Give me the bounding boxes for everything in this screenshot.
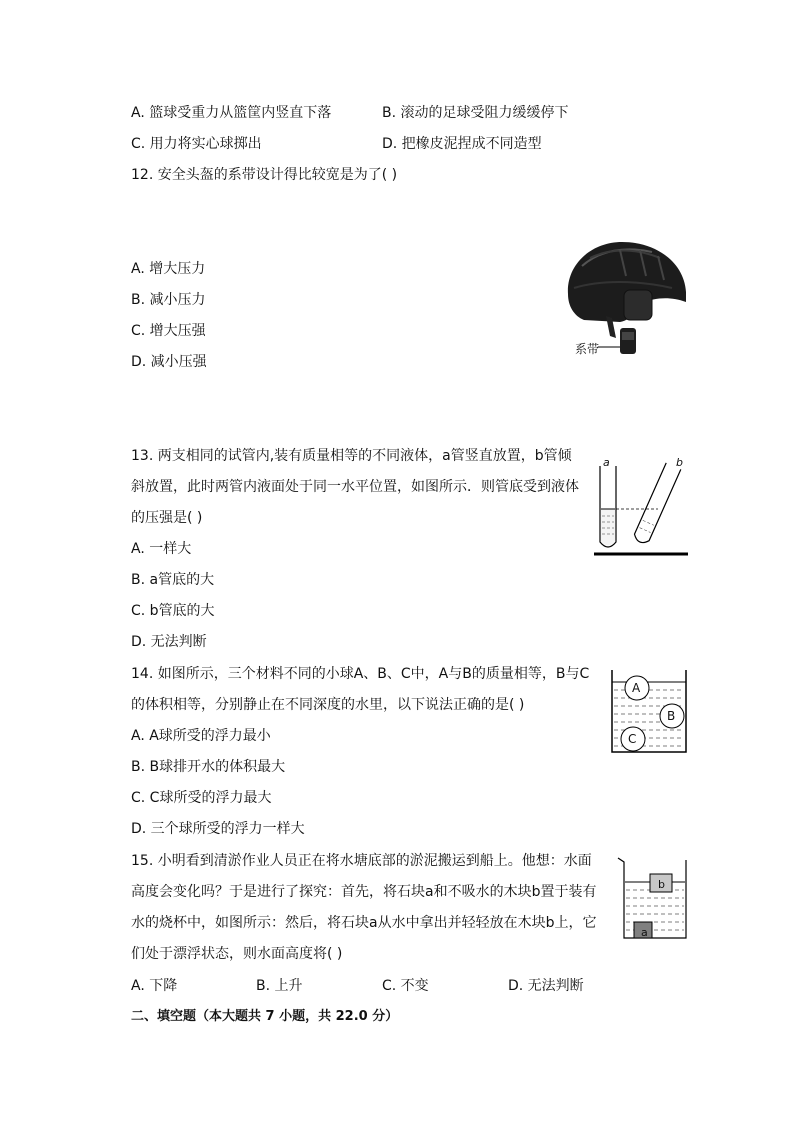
ball-b-label: B [667,709,676,723]
q11-option-a: A. 篮球受重力从篮筐内竖直下落 [131,105,332,121]
ball-c-label: C [628,732,637,746]
q12-option-c: C. 增大压强 [131,323,206,339]
q14-option-b: B. B球排开水的体积最大 [131,759,286,775]
q13-stem-line-3: 的压强是( ) [131,510,203,526]
q11-option-c: C. 用力将实心球掷出 [131,136,262,152]
q13-option-b: B. a管底的大 [131,572,215,588]
q12-option-a: A. 增大压力 [131,261,206,277]
q13-option-c: C. b管底的大 [131,603,215,619]
q13-stem-line-1: 13. 两支相同的试管内,装有质量相等的不同液体，a管竖直放置，b管倾 [131,448,572,464]
stone-a-label: a [641,926,648,939]
strap-label: 系带 [575,342,600,356]
q14-option-a: A. A球所受的浮力最小 [131,728,271,744]
q12-stem: 12. 安全头盔的系带设计得比较宽是为了( ) [131,167,398,183]
q15-stem-line-1: 15. 小明看到清淤作业人员正在将水塘底部的淤泥搬运到船上。他想：水面 [131,853,592,869]
q13-option-a: A. 一样大 [131,541,192,557]
ball-a-label: A [632,681,641,695]
q15-option-a: A. 下降 [131,978,178,994]
q13-option-d: D. 无法判断 [131,634,207,650]
q14-option-d: D. 三个球所受的浮力一样大 [131,821,305,837]
q15-option-d: D. 无法判断 [508,978,584,994]
q12-option-b: B. 减小压力 [131,292,206,308]
q15-stem-line-3: 水的烧杯中，如图所示：然后，将石块a从水中拿出并轻轻放在木块b上，它 [131,915,597,931]
q15-stem-line-4: 们处于漂浮状态，则水面高度将( ) [131,946,343,962]
q15-stem-line-2: 高度会变化吗？于是进行了探究：首先，将石块a和不吸水的木块b置于装有 [131,884,597,900]
three-balls-figure [610,668,690,758]
tube-a-label: a [603,456,610,469]
q12-option-d: D. 减小压强 [131,354,207,370]
block-b-label: b [658,878,665,891]
q13-stem-line-2: 斜放置，此时两管内液面处于同一水平位置，如图所示．则管底受到液体 [131,479,579,495]
q11-option-b: B. 滚动的足球受阻力缓缓停下 [382,105,569,121]
q14-stem-line-2: 的体积相等，分别静止在不同深度的水里，以下说法正确的是( ) [131,697,525,713]
q15-option-b: B. 上升 [256,978,303,994]
q11-option-d: D. 把橡皮泥捏成不同造型 [382,136,542,152]
tube-b-label: b [676,456,683,469]
q14-stem-line-1: 14. 如图所示，三个材料不同的小球A、B、C中，A与B的质量相等，B与C [131,666,590,682]
q14-option-c: C. C球所受的浮力最大 [131,790,272,806]
section-2-title: 二、填空题（本大题共 7 小题，共 22.0 分） [131,1009,399,1024]
q15-option-c: C. 不变 [382,978,429,994]
beaker-figure [614,854,694,944]
